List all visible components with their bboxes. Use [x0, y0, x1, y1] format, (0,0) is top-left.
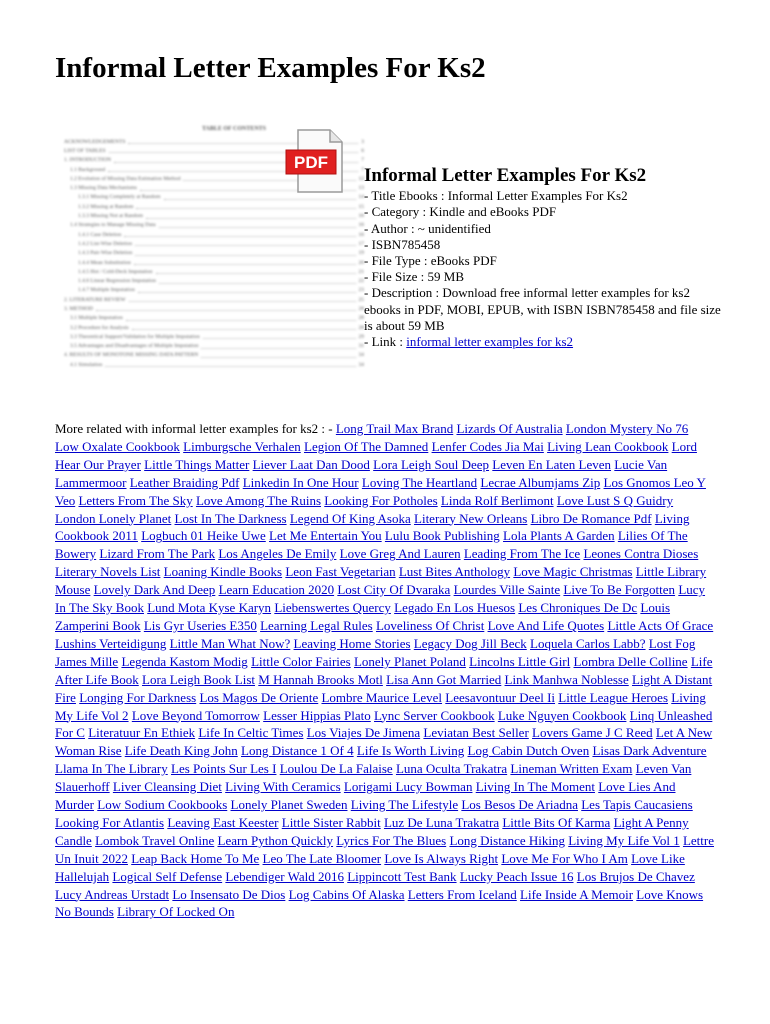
toc-line-text: ACKNOWLEDGEMENTS: [64, 138, 126, 145]
toc-leader-dots: [201, 353, 355, 358]
related-book-link[interactable]: Lebendiger Wald 2016: [225, 868, 344, 884]
related-book-link[interactable]: Lineman Written Exam: [510, 761, 633, 777]
toc-page-number: 31: [358, 343, 364, 350]
related-book-link[interactable]: Life After Life Book: [55, 653, 713, 687]
related-book-link[interactable]: Lesser Hippias Plato: [263, 707, 371, 723]
related-book-link[interactable]: Love Like Hallelujah: [55, 850, 685, 884]
related-book-link[interactable]: Love Greg And Lauren: [339, 546, 461, 562]
toc-line-text: 1.4 Strategies to Manage Missing Data: [70, 222, 156, 229]
toc-line-text: 1.4.1 Case Deletion: [78, 231, 122, 238]
toc-page-number: 21: [358, 268, 364, 275]
related-book-link[interactable]: Lost In The Darkness: [174, 510, 287, 526]
related-book-link[interactable]: Lund Mota Kyse Karyn: [147, 600, 272, 616]
toc-page-number: 12: [358, 175, 364, 182]
related-book-link[interactable]: Loving The Heartland: [361, 474, 478, 490]
toc-line-text: 3.2 Procedure for Analysis: [70, 324, 129, 331]
related-book-link[interactable]: Love Magic Christmas: [513, 564, 633, 580]
related-book-link[interactable]: Love Among The Ruins: [195, 492, 322, 508]
related-book-link[interactable]: Letters From Iceland: [407, 886, 517, 902]
toc-leader-dots: [124, 232, 355, 237]
related-book-link[interactable]: Literary New Orleans: [414, 510, 528, 526]
related-book-link[interactable]: Love And Life Quotes: [487, 617, 605, 633]
related-book-link[interactable]: Los Gnomos Leo Y Veo: [55, 474, 706, 508]
toc-line-text: 1.4.4 Mean Substitution: [78, 259, 131, 266]
toc-line-text: 1.3.3 Missing Not at Random: [78, 213, 144, 220]
toc-line: [64, 211, 364, 220]
toc-page-number: 7: [361, 166, 364, 173]
related-book-link[interactable]: Les Chroniques De Dc: [518, 600, 638, 616]
related-links: [55, 421, 714, 919]
related-book-link[interactable]: Lisa Ann Got Married: [386, 671, 502, 687]
related-book-link[interactable]: Low Oxalate Cookbook: [55, 438, 180, 454]
related-book-link[interactable]: Lovers Game J C Reed: [532, 725, 653, 741]
related-book-link[interactable]: Legion Of The Damned: [304, 438, 429, 454]
related-book-link[interactable]: Legenda Kastom Modig: [121, 653, 248, 669]
toc-line-text: 1.4.5 Hot / Cold-Deck Imputation: [78, 268, 153, 275]
related-book-link[interactable]: Love Lies And Murder: [55, 779, 676, 813]
toc-line: [64, 258, 364, 267]
ebook-info: [364, 165, 724, 350]
toc-line-text: LIST OF TABLES: [64, 147, 106, 154]
related-book-link[interactable]: Longing For Darkness: [79, 689, 197, 705]
related-book-link[interactable]: Lucky Peach Issue 16: [459, 868, 574, 884]
info-link-prefix: - Link :: [364, 334, 407, 350]
related-book-link[interactable]: Lonely Planet Sweden: [230, 797, 348, 813]
toc-page-number: 7: [361, 157, 364, 164]
related-book-link[interactable]: Looking For Atlantis: [55, 814, 165, 830]
related-book-link[interactable]: Lyrics For The Blues: [336, 832, 447, 848]
info-description: - Description : Download free informal letter examples for ks2 ebooks in PDF, MOBI, EPUB, with ISBN ISBN785458 and file size is about 59 MB: [364, 285, 721, 333]
related-book-link[interactable]: Leesavontuur Deel Ii: [445, 689, 556, 705]
related-book-link[interactable]: Lucy In The Sky Book: [55, 582, 706, 616]
toc-line-text: 1.4.7 Multiple Imputation: [78, 287, 135, 294]
related-book-link[interactable]: Luke Nguyen Cookbook: [497, 707, 627, 723]
related-book-link[interactable]: Log Cabin Dutch Oven: [467, 743, 590, 759]
related-book-link[interactable]: Lora Leigh Book List: [142, 671, 256, 687]
toc-line-text: 3.5 Advantages and Disadvantages of Multiple Imputation: [70, 343, 199, 350]
toc-line: [64, 276, 364, 285]
related-book-link[interactable]: Lis Gyr Useries E350: [143, 617, 257, 633]
related-book-link[interactable]: M Hannah Brooks Motl: [258, 671, 383, 687]
related-book-link[interactable]: Library Of Locked On: [117, 904, 235, 920]
related-book-link[interactable]: Lincolns Little Girl: [469, 653, 571, 669]
related-book-link[interactable]: Let A New Woman Rise: [55, 725, 713, 759]
related-book-link[interactable]: Legend Of King Asoka: [289, 510, 411, 526]
related-book-link[interactable]: Lovely Dark And Deep: [93, 582, 216, 598]
toc-line: [64, 267, 364, 276]
related-book-link[interactable]: Les Points Sur Les I: [171, 761, 277, 777]
info-author: - Author : ~ unidentified: [364, 220, 491, 236]
related-book-link[interactable]: Los Besos De Ariadna: [461, 797, 578, 813]
toc-line-text: 4.1 Simulation: [70, 361, 103, 368]
related-book-link[interactable]: Leaving Home Stories: [293, 635, 411, 651]
toc-page-number: 23: [358, 287, 364, 294]
toc-page-number: 22: [358, 278, 364, 285]
related-book-link[interactable]: Loquela Carlos Labb?: [530, 635, 646, 651]
related-book-link[interactable]: Low Sodium Cookbooks: [97, 797, 228, 813]
toc-leader-dots: [129, 297, 356, 302]
related-book-link[interactable]: Life Inside A Memoir: [520, 886, 634, 902]
related-book-link[interactable]: Letters From The Sky: [78, 492, 193, 508]
related-book-link[interactable]: Lucy Andreas Urstadt: [55, 886, 170, 902]
related-book-link[interactable]: Living Lean Cookbook: [547, 438, 669, 454]
related-book-link[interactable]: Long Trail Max Brand: [335, 421, 454, 436]
toc-leader-dots: [159, 279, 355, 284]
toc-line-text: 1.4.6 Linear Regression Imputation: [78, 278, 157, 285]
related-book-link[interactable]: Little Acts Of Grace: [607, 617, 714, 633]
related-book-link[interactable]: Love Me For Who I Am: [501, 850, 628, 866]
related-book-link[interactable]: Light A Distant Fire: [55, 671, 713, 705]
toc-line-text: 3.1 Multiple Imputation: [70, 315, 123, 322]
related-book-link[interactable]: Lucie Van Lammermoor: [55, 456, 668, 490]
toc-line: [64, 314, 364, 323]
related-book-link[interactable]: Lync Server Cookbook: [374, 707, 495, 723]
related-book-link[interactable]: Loulou De La Falaise: [279, 761, 393, 777]
related-book-link[interactable]: Los Magos De Oriente: [199, 689, 319, 705]
related-book-link[interactable]: Little Color Fairies: [251, 653, 351, 669]
related-book-link[interactable]: Light A Penny Candle: [55, 814, 689, 848]
toc-line: [64, 295, 364, 304]
related-book-link[interactable]: Loaning Kindle Books: [163, 564, 283, 580]
toc-line-text: 3.3 Theoretical Support/Validation for Multiple Imputation: [70, 333, 200, 340]
related-book-link[interactable]: Log Cabins Of Alaska: [288, 886, 405, 902]
related-book-link[interactable]: Living My Life Vol 1: [568, 832, 680, 848]
related-book-link[interactable]: Los Viajes De Jimena: [306, 725, 421, 741]
toc-heading: TABLE OF CONTENTS: [201, 126, 266, 132]
related-book-link[interactable]: Lost Fog James Mille: [55, 635, 696, 669]
related-book-link[interactable]: Legado En Los Huesos: [394, 600, 516, 616]
related-book-link[interactable]: Lonely Planet Poland: [353, 653, 466, 669]
related-book-link[interactable]: Learn Education 2020: [218, 582, 335, 598]
related-book-link[interactable]: Living Cookbook 2011: [55, 510, 690, 544]
pdf-file-icon: [284, 128, 354, 196]
related-book-link[interactable]: Lenfer Codes Jia Mai: [431, 438, 544, 454]
toc-leader-dots: [201, 344, 355, 349]
related-book-link[interactable]: Living In The Moment: [475, 779, 595, 795]
related-book-link[interactable]: Love Is Always Right: [384, 850, 499, 866]
related-book-link[interactable]: Leading From The Ice: [463, 546, 581, 562]
toc-line-text: 1.3.1 Missing Completely at Random: [78, 194, 161, 201]
toc-leader-dots: [156, 269, 356, 274]
related-book-link[interactable]: Libro De Romance Pdf: [530, 510, 652, 526]
related-book-link[interactable]: Leo The Late Bloomer: [262, 850, 382, 866]
related-book-link[interactable]: Let Me Entertain You: [269, 528, 382, 544]
related-book-link[interactable]: Logical Self Defense: [112, 868, 223, 884]
related-book-link[interactable]: Lizards Of Australia: [456, 421, 563, 436]
toc-line-text: 1.3.2 Missing at Random: [78, 203, 134, 210]
toc-leader-dots: [135, 241, 355, 246]
toc-line-text: 3. METHOD: [64, 305, 94, 312]
toc-leader-dots: [126, 316, 356, 321]
toc-leader-dots: [146, 214, 355, 219]
related-book-link[interactable]: Little Library Mouse: [55, 564, 707, 598]
related-book-link[interactable]: Leap Back Home To Me: [131, 850, 260, 866]
related-book-link[interactable]: Lourdes Ville Sainte: [453, 582, 561, 598]
related-book-link[interactable]: Leven Van Slauerhoff: [55, 761, 692, 795]
toc-page-number: 20: [358, 259, 364, 266]
toc-leader-dots: [105, 362, 355, 367]
toc-line: [64, 351, 364, 360]
related-book-link[interactable]: Love Knows No Bounds: [55, 886, 704, 920]
toc-line: [64, 323, 364, 332]
related-book-link[interactable]: Louis Zamperini Book: [55, 600, 671, 633]
related-book-link[interactable]: Little Man What Now?: [169, 635, 291, 651]
related-book-link[interactable]: Les Tapis Caucasiens: [581, 797, 693, 813]
info-heading: Informal Letter Examples For Ks2: [364, 165, 647, 186]
toc-page-number: 13: [358, 185, 364, 192]
related-book-link[interactable]: Linkedin In One Hour: [242, 474, 359, 490]
related-book-link[interactable]: Lecrae Albumjams Zip: [480, 474, 601, 490]
toc-line: [64, 221, 364, 230]
toc-line: [64, 286, 364, 295]
related-book-link[interactable]: Lorigami Lucy Bowman: [343, 779, 473, 795]
related-book-link[interactable]: Leaving East Keester: [167, 814, 279, 830]
related-book-link[interactable]: Luna Oculta Trakatra: [395, 761, 508, 777]
toc-page-number: 16: [358, 222, 364, 229]
related-book-link[interactable]: Logbuch 01 Heike Uwe: [141, 528, 266, 544]
related-book-link[interactable]: Lushins Verteidigung: [55, 635, 167, 651]
related-book-link[interactable]: Lust Bites Anthology: [398, 564, 511, 580]
related-intro: More related with informal letter examples for ks2 : -: [55, 421, 336, 436]
related-books: [55, 420, 715, 921]
info-filetype: - File Type : eBooks PDF: [364, 253, 497, 269]
toc-page-number: 3: [361, 138, 364, 145]
related-book-link[interactable]: London Lonely Planet: [55, 510, 172, 526]
related-book-link[interactable]: Linq Unleashed For C: [55, 707, 713, 741]
related-book-link[interactable]: Little Bits Of Karma: [502, 814, 611, 830]
related-book-link[interactable]: Los Angeles De Emily: [218, 546, 337, 562]
toc-page-number: 14: [358, 194, 364, 201]
related-book-link[interactable]: Luz De Luna Trakatra: [383, 814, 500, 830]
toc-leader-dots: [96, 306, 355, 311]
toc-page-number: 29: [358, 333, 364, 340]
related-book-link[interactable]: Leviatan Best Seller: [423, 725, 529, 741]
related-book-link[interactable]: Lilies Of The Bowery: [55, 528, 688, 562]
related-book-link[interactable]: Lisas Dark Adventure: [592, 743, 707, 759]
toc-leader-dots: [132, 325, 356, 330]
toc-line: [64, 230, 364, 239]
related-book-link[interactable]: Literatuur En Ethiek: [88, 725, 196, 741]
related-book-link[interactable]: Limburgsche Verhalen: [183, 438, 301, 454]
toc-line: [64, 304, 364, 313]
related-book-link[interactable]: Life Is Worth Living: [356, 743, 465, 759]
pdf-icon-label: PDF: [294, 153, 328, 172]
info-title: - Title Ebooks : Informal Letter Examples For Ks2: [364, 188, 628, 204]
toc-line: [64, 239, 364, 248]
related-book-link[interactable]: Liever Laat Dan Dood: [252, 456, 370, 472]
related-book-link[interactable]: Learn Python Quickly: [217, 832, 334, 848]
related-book-link[interactable]: Lora Leigh Soul Deep: [373, 456, 490, 472]
related-book-link[interactable]: Little League Heroes: [558, 689, 669, 705]
related-book-link[interactable]: Love Lust S Q Guidry: [556, 492, 674, 508]
related-book-link[interactable]: London Mystery No 76: [565, 421, 689, 436]
info-filesize: - File Size : 59 MB: [364, 269, 465, 285]
related-book-link[interactable]: Link Manhwa Noblesse: [504, 671, 629, 687]
ebook-download-link[interactable]: informal letter examples for ks2: [406, 334, 574, 350]
toc-page-number: 25: [358, 296, 364, 303]
toc-line: [64, 360, 364, 369]
related-book-link[interactable]: Little Things Matter: [144, 456, 250, 472]
toc-line-text: 1.3 Missing Data Mechanisms: [70, 185, 137, 192]
toc-page-number: 28: [358, 324, 364, 331]
toc-leader-dots: [136, 204, 355, 209]
related-book-link[interactable]: Loveliness Of Christ: [375, 617, 485, 633]
related-book-link[interactable]: Lord Hear Our Prayer: [55, 438, 697, 472]
related-book-link[interactable]: Liver Cleansing Diet: [112, 779, 222, 795]
related-book-link[interactable]: Literary Novels List: [55, 564, 161, 580]
related-book-link[interactable]: Lizard From The Park: [99, 546, 216, 562]
toc-line-text: 1.4.3 Pair-Wise Deletion: [78, 250, 133, 257]
related-book-link[interactable]: Lo Insensato De Dios: [172, 886, 286, 902]
related-book-link[interactable]: Llama In The Library: [55, 761, 168, 777]
related-book-link[interactable]: Lost City Of Dvaraka: [337, 582, 451, 598]
related-book-link[interactable]: Lombok Travel Online: [95, 832, 215, 848]
related-book-link[interactable]: Lulu Book Publishing: [384, 528, 500, 544]
toc-line: [64, 332, 364, 341]
info-isbn: - ISBN785458: [364, 236, 441, 252]
related-book-link[interactable]: Leones Contra Dioses: [583, 546, 699, 562]
toc-page-number: 34: [358, 361, 364, 368]
page-title: Informal Letter Examples For Ks2: [55, 52, 486, 84]
toc-page-number: 19: [358, 250, 364, 257]
toc-leader-dots: [134, 260, 356, 265]
related-book-link[interactable]: Learning Legal Rules: [260, 617, 373, 633]
toc-line-text: 1.4.2 List-Wise Deletion: [78, 240, 133, 247]
toc-page-number: 16: [358, 213, 364, 220]
related-book-link[interactable]: Living The Lifestyle: [350, 797, 459, 813]
related-book-link[interactable]: Long Distance 1 Of 4: [241, 743, 354, 759]
toc-page-number: 15: [358, 203, 364, 210]
toc-line: [64, 342, 364, 351]
toc-leader-dots: [138, 288, 356, 293]
related-book-link[interactable]: Live To Be Forgotten: [563, 582, 676, 598]
toc-page-number: 28: [358, 305, 364, 312]
related-book-link[interactable]: Lola Plants A Garden: [503, 528, 615, 544]
toc-page-number: 34: [358, 352, 364, 359]
toc-line: [64, 202, 364, 211]
related-book-link[interactable]: Life Death King John: [124, 743, 238, 759]
related-book-link[interactable]: Leather Braiding Pdf: [129, 474, 240, 490]
toc-leader-dots: [135, 251, 355, 256]
related-book-link[interactable]: Looking For Potholes: [324, 492, 438, 508]
toc-page-number: 6: [361, 147, 364, 154]
related-book-link[interactable]: Lombra Delle Colline: [573, 653, 688, 669]
related-book-link[interactable]: Liebenswertes Quercy: [274, 600, 391, 616]
toc-line-text: 4. RESULTS OF MONOTONE MISSING DATA PATTERN: [64, 352, 199, 359]
toc-leader-dots: [159, 223, 356, 228]
related-book-link[interactable]: Lippincott Test Bank: [347, 868, 457, 884]
related-book-link[interactable]: Los Brujos De Chavez: [576, 868, 695, 884]
related-book-link[interactable]: Love Beyond Tomorrow: [131, 707, 260, 723]
related-book-link[interactable]: Legacy Dog Jill Beck: [413, 635, 527, 651]
toc-page-number: 28: [358, 315, 364, 322]
related-book-link[interactable]: Lettre Un Inuit 2022: [55, 832, 714, 866]
toc-line: [64, 249, 364, 258]
related-book-link[interactable]: Lombre Maurice Level: [321, 689, 443, 705]
toc-line-text: 1.1 Background: [70, 166, 106, 173]
related-book-link[interactable]: Life In Celtic Times: [198, 725, 304, 741]
toc-page-number: 17: [358, 240, 364, 247]
info-category: - Category : Kindle and eBooks PDF: [364, 204, 557, 220]
toc-line-text: 1. INTRODUCTION: [64, 157, 112, 164]
related-book-link[interactable]: Long Distance Hiking: [449, 832, 565, 848]
related-book-link[interactable]: Little Sister Rabbit: [281, 814, 381, 830]
info-link-row: [364, 334, 724, 350]
toc-line-text: 1.2 Evolution of Missing Data Estimation Method: [70, 175, 181, 182]
toc-leader-dots: [203, 334, 356, 339]
toc-page-number: 16: [358, 231, 364, 238]
related-book-link[interactable]: Leon Fast Vegetarian: [285, 564, 396, 580]
related-book-link[interactable]: Living My Life Vol 2: [55, 689, 706, 723]
toc-line-text: 2. LITERATURE REVIEW: [64, 296, 126, 303]
related-book-link[interactable]: Leven En Laten Leven: [492, 456, 612, 472]
related-book-link[interactable]: Linda Rolf Berlimont: [440, 492, 554, 508]
related-book-link[interactable]: Living With Ceramics: [225, 779, 341, 795]
